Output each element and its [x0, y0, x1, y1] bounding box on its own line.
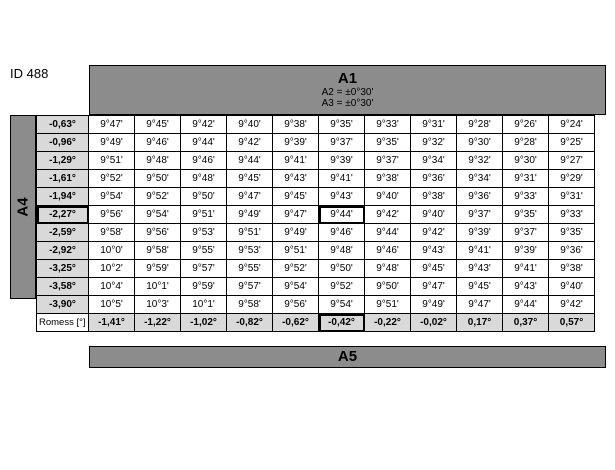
footer-cell: -1,41° [89, 314, 135, 332]
table-cell: 9°46' [181, 152, 227, 170]
row-label: -0,96° [37, 134, 89, 152]
table-cell: 9°42' [549, 296, 595, 314]
table-cell: 10°1' [181, 296, 227, 314]
table-cell: 9°52' [89, 170, 135, 188]
table-cell: 9°52' [319, 278, 365, 296]
table-cell: 9°49' [89, 134, 135, 152]
table-cell: 9°44' [319, 206, 365, 224]
table-cell: 9°55' [227, 260, 273, 278]
footer-cell: -1,22° [135, 314, 181, 332]
table-cell: 9°43' [273, 170, 319, 188]
footer-row [37, 314, 595, 332]
table-cell: 9°56' [135, 224, 181, 242]
table-cell: 9°54' [89, 188, 135, 206]
table-cell: 9°44' [181, 134, 227, 152]
table-cell: 9°36' [457, 188, 503, 206]
table-cell: 9°40' [549, 278, 595, 296]
table-cell: 9°38' [549, 260, 595, 278]
table-cell: 9°55' [181, 242, 227, 260]
table-cell: 9°24' [549, 116, 595, 134]
table-cell: 9°49' [273, 224, 319, 242]
lookup-table [36, 115, 595, 332]
row-label: -2,27° [37, 206, 89, 224]
table-cell: 9°48' [135, 152, 181, 170]
table-cell: 9°41' [503, 260, 549, 278]
a1-title: A1 [337, 70, 358, 87]
table-cell: 9°51' [181, 206, 227, 224]
table-row [37, 188, 595, 206]
table-cell: 9°28' [457, 116, 503, 134]
table-cell: 9°43' [503, 278, 549, 296]
table-cell: 9°44' [227, 152, 273, 170]
table-cell: 9°41' [457, 242, 503, 260]
table-cell: 10°2' [89, 260, 135, 278]
footer-cell: -1,02° [181, 314, 227, 332]
table-row [37, 152, 595, 170]
document-id: ID 488 [10, 66, 49, 81]
a5-footer: A5 [89, 346, 606, 368]
table-cell: 9°34' [457, 170, 503, 188]
row-label: -0,63° [37, 116, 89, 134]
row-label: -3,25° [37, 260, 89, 278]
table-cell: 9°30' [457, 134, 503, 152]
table-cell: 10°0' [89, 242, 135, 260]
table-cell: 9°47' [273, 206, 319, 224]
table-cell: 9°42' [227, 134, 273, 152]
row-label: -1,61° [37, 170, 89, 188]
table-cell: 9°33' [549, 206, 595, 224]
table-cell: 9°41' [273, 152, 319, 170]
footer-cell: -0,82° [227, 314, 273, 332]
table-cell: 9°27' [549, 152, 595, 170]
table-cell: 9°43' [457, 260, 503, 278]
table-cell: 9°54' [319, 296, 365, 314]
table-cell: 9°33' [503, 188, 549, 206]
table-cell: 9°40' [411, 206, 457, 224]
table-row [37, 260, 595, 278]
table-cell: 9°49' [411, 296, 457, 314]
table-row [37, 278, 595, 296]
table-row [37, 134, 595, 152]
table-cell: 10°5' [89, 296, 135, 314]
table-row [37, 242, 595, 260]
table-cell: 9°56' [89, 206, 135, 224]
table-cell: 9°33' [365, 116, 411, 134]
table-cell: 9°50' [135, 170, 181, 188]
table-cell: 9°31' [549, 188, 595, 206]
table-cell: 9°51' [227, 224, 273, 242]
table-cell: 9°48' [319, 242, 365, 260]
table-cell: 9°45' [457, 278, 503, 296]
table-cell: 9°30' [503, 152, 549, 170]
table-cell: 9°32' [411, 134, 457, 152]
footer-cell: 0,17° [457, 314, 503, 332]
table-cell: 9°52' [135, 188, 181, 206]
table-cell: 9°26' [503, 116, 549, 134]
table-cell: 9°32' [457, 152, 503, 170]
table-cell: 9°35' [503, 206, 549, 224]
table-cell: 9°31' [503, 170, 549, 188]
table-cell: 9°48' [365, 260, 411, 278]
table-cell: 9°51' [89, 152, 135, 170]
table-cell: 9°47' [457, 296, 503, 314]
table-row [37, 206, 595, 224]
table-cell: 9°38' [273, 116, 319, 134]
table-cell: 9°42' [365, 206, 411, 224]
table-cell: 9°57' [181, 260, 227, 278]
table-cell: 9°39' [273, 134, 319, 152]
a2-range: A2 = ±0°30' [321, 87, 374, 98]
table-cell: 9°46' [319, 224, 365, 242]
footer-cell: 0,37° [503, 314, 549, 332]
table-cell: 9°51' [273, 242, 319, 260]
table-cell: 9°39' [503, 242, 549, 260]
table-cell: 9°34' [411, 152, 457, 170]
a4-header [10, 115, 36, 299]
footer-cell: -0,42° [319, 314, 365, 332]
table-cell: 9°37' [365, 152, 411, 170]
row-label: -1,94° [37, 188, 89, 206]
table-cell: 9°58' [227, 296, 273, 314]
table-cell: 9°36' [411, 170, 457, 188]
row-label: -2,92° [37, 242, 89, 260]
table-cell: 9°45' [411, 260, 457, 278]
table-cell: 9°54' [273, 278, 319, 296]
footer-label: Romess [°] [37, 314, 89, 332]
table-cell: 9°43' [411, 242, 457, 260]
table-cell: 10°3' [135, 296, 181, 314]
table-cell: 9°42' [411, 224, 457, 242]
table-cell: 9°35' [549, 224, 595, 242]
table-cell: 9°35' [365, 134, 411, 152]
footer-cell: 0,57° [549, 314, 595, 332]
table-cell: 9°31' [411, 116, 457, 134]
footer-cell: -0,02° [411, 314, 457, 332]
table-cell: 9°35' [319, 116, 365, 134]
table-cell: 9°58' [89, 224, 135, 242]
table-cell: 9°49' [227, 206, 273, 224]
a3-range: A3 = ±0°30' [321, 98, 374, 109]
table-cell: 9°38' [411, 188, 457, 206]
table-cell: 9°52' [273, 260, 319, 278]
table-row [37, 224, 595, 242]
table-cell: 9°48' [181, 170, 227, 188]
table-cell: 9°44' [365, 224, 411, 242]
table-cell: 9°28' [503, 134, 549, 152]
table-cell: 9°57' [227, 278, 273, 296]
table-cell: 9°40' [227, 116, 273, 134]
table-cell: 9°45' [227, 170, 273, 188]
table-row [37, 116, 595, 134]
table-cell: 9°53' [227, 242, 273, 260]
table-cell: 9°39' [319, 152, 365, 170]
table-cell: 9°51' [365, 296, 411, 314]
table-cell: 9°54' [135, 206, 181, 224]
row-label: -3,90° [37, 296, 89, 314]
table-cell: 9°47' [227, 188, 273, 206]
table-cell: 9°59' [181, 278, 227, 296]
table-cell: 9°36' [549, 242, 595, 260]
table-cell: 9°37' [319, 134, 365, 152]
table-cell: 9°59' [135, 260, 181, 278]
table-cell: 9°53' [181, 224, 227, 242]
table-cell: 9°38' [365, 170, 411, 188]
row-label: -1,29° [37, 152, 89, 170]
table-cell: 9°58' [135, 242, 181, 260]
table-cell: 9°47' [89, 116, 135, 134]
table-cell: 9°44' [503, 296, 549, 314]
table-cell: 9°46' [135, 134, 181, 152]
footer-cell: -0,62° [273, 314, 319, 332]
table-cell: 9°39' [457, 224, 503, 242]
footer-cell: -0,22° [365, 314, 411, 332]
table-cell: 9°50' [181, 188, 227, 206]
table-cell: 9°43' [319, 188, 365, 206]
table-cell: 9°50' [365, 278, 411, 296]
table-cell: 9°56' [273, 296, 319, 314]
table-cell: 9°25' [549, 134, 595, 152]
a4-title: A4 [14, 197, 32, 217]
table-cell: 9°47' [411, 278, 457, 296]
table-cell: 9°42' [181, 116, 227, 134]
table-row [37, 296, 595, 314]
table-cell: 9°37' [457, 206, 503, 224]
table-cell: 9°37' [503, 224, 549, 242]
table-cell: 9°29' [549, 170, 595, 188]
table-cell: 10°1' [135, 278, 181, 296]
table-cell: 9°45' [135, 116, 181, 134]
table-cell: 10°4' [89, 278, 135, 296]
table-cell: 9°45' [273, 188, 319, 206]
table-cell: 9°46' [365, 242, 411, 260]
row-label: -3,58° [37, 278, 89, 296]
a1-header [89, 65, 606, 115]
table-cell: 9°50' [319, 260, 365, 278]
table-cell: 9°41' [319, 170, 365, 188]
table-cell: 9°40' [365, 188, 411, 206]
row-label: -2,59° [37, 224, 89, 242]
table-row [37, 170, 595, 188]
